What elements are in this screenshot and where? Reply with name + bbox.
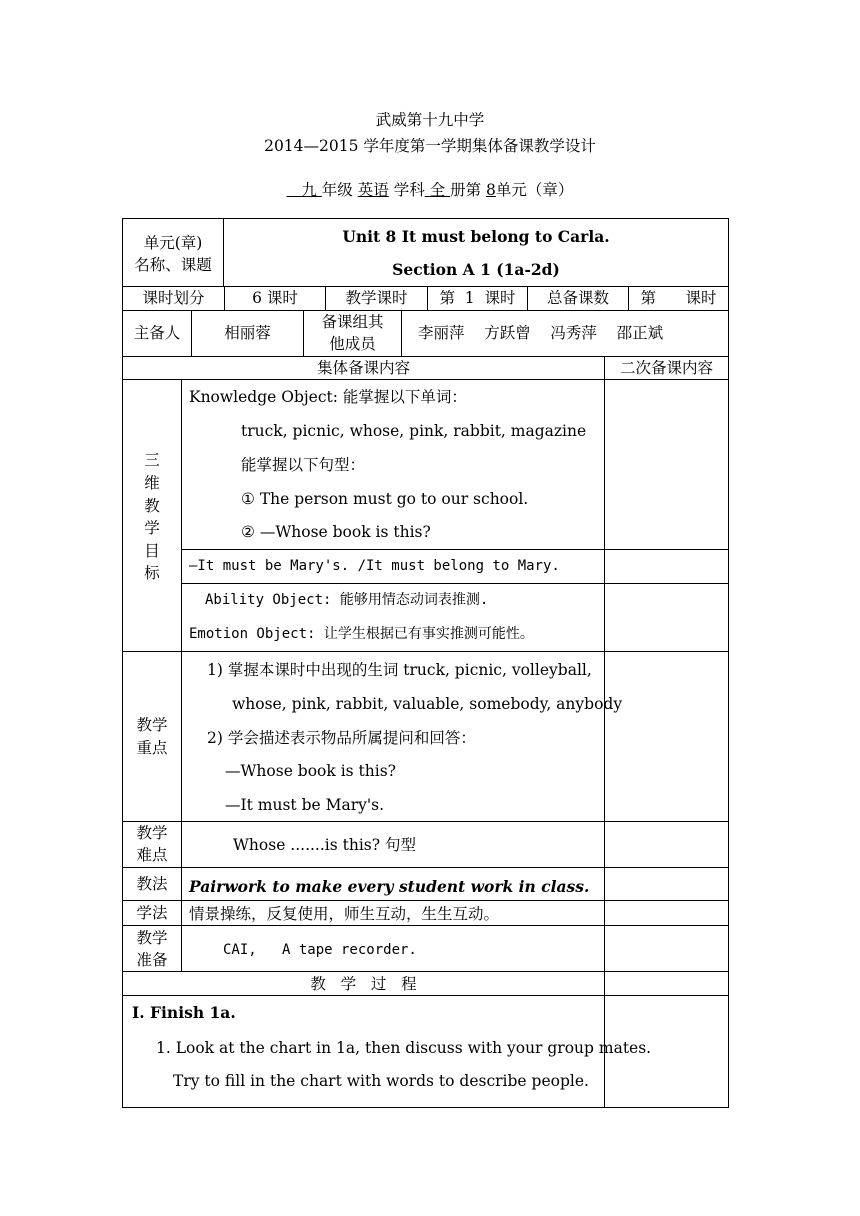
study-method-text: 情景操练，反复使用，师生互动，生生互动。 xyxy=(189,905,500,923)
teaching-method-label: 教法 xyxy=(136,875,168,893)
document-title: 2014—2015 学年度第一学期集体备课教学设计 xyxy=(264,137,596,155)
key-point-1-words: whose, pink, rabbit, valuable, somebody, anybody xyxy=(232,695,623,713)
unit-label-line1: 单元(章) xyxy=(143,234,203,252)
period-value: 6 课时 xyxy=(252,289,298,307)
section-title: Section A 1 (1a-2d) xyxy=(392,260,560,279)
subject-value: 英语 xyxy=(357,181,389,199)
goals-label-char: 教 xyxy=(144,497,160,515)
grade-suffix: 年级 xyxy=(321,181,353,199)
key-point-question: —Whose book is this? xyxy=(225,762,396,780)
sentence-pattern-2: ② —Whose book is this? xyxy=(241,523,431,541)
key-point-answer: —It must be Mary's. xyxy=(225,796,385,814)
total-label: 总备课数 xyxy=(546,289,609,307)
unit-number: 8 xyxy=(486,181,496,199)
total-value: 第 课时 xyxy=(640,289,717,307)
step-instruction-1: 1. Look at the chart in 1a, then discuss with your group mates. xyxy=(156,1039,652,1057)
teaching-period-label: 教学课时 xyxy=(345,289,408,307)
school-name: 武威第十九中学 xyxy=(375,111,485,129)
emotion-object: Emotion Object: 让学生根据已有事实推测可能性。 xyxy=(189,626,534,642)
teaching-process-header: 教 学 过 程 xyxy=(310,975,417,993)
goals-label-char: 维 xyxy=(144,474,160,492)
teaching-period-value: 第 1 课时 xyxy=(439,289,516,307)
key-point-1: 1) 掌握本课时中出现的生词 truck, picnic, volleyball, xyxy=(207,661,592,679)
secondary-content-header: 二次备课内容 xyxy=(619,359,713,377)
teaching-method-text: Pairwork to make every student work in class. xyxy=(189,877,590,896)
step-instruction-2: Try to fill in the chart with words to describe people. xyxy=(173,1072,589,1090)
subject-suffix: 学科 xyxy=(393,181,425,199)
sentence-patterns-intro: 能掌握以下句型： xyxy=(241,456,366,474)
sentence-pattern-answer: —It must be Mary's. /It must belong to Mary. xyxy=(189,558,560,574)
key-points-label-line1: 教学 xyxy=(136,716,168,734)
collective-content-header: 集体备课内容 xyxy=(316,359,410,377)
members-label-line1: 备课组其 xyxy=(321,313,384,331)
volume-value: 全 xyxy=(429,181,446,199)
unit-label-line2: 名称、课题 xyxy=(134,256,212,274)
members-list: 李丽萍 方跃曾 冯秀萍 邵正斌 xyxy=(418,324,664,342)
goals-label-char: 目 xyxy=(144,542,160,560)
lead-name: 相丽蓉 xyxy=(224,324,271,342)
difficulty-text: Whose .......is this? 句型 xyxy=(233,836,416,854)
unit-title: Unit 8 It must belong to Carla. xyxy=(342,227,610,246)
unit-suffix: 单元（章） xyxy=(495,181,574,199)
goals-label-char: 标 xyxy=(144,564,160,582)
step-title: Ⅰ. Finish 1a. xyxy=(132,1003,236,1022)
volume-suffix: 册第 xyxy=(450,181,482,199)
knowledge-object: Knowledge Object: 能掌握以下单词： xyxy=(189,388,467,406)
lead-label: 主备人 xyxy=(133,324,181,342)
key-point-2: 2) 学会描述表示物品所属提问和回答： xyxy=(207,729,476,747)
ability-object: Ability Object: 能够用情态动词表推测. xyxy=(205,592,489,608)
preparation-text: CAI, A tape recorder. xyxy=(223,942,417,958)
goals-label-char: 学 xyxy=(144,519,160,537)
preparation-label-line1: 教学 xyxy=(136,929,168,947)
vocabulary-list: truck, picnic, whose, pink, rabbit, magazine xyxy=(241,422,587,440)
key-points-label-line2: 重点 xyxy=(136,739,168,757)
period-label: 课时划分 xyxy=(142,289,205,307)
members-label-line2: 他成员 xyxy=(329,335,376,353)
difficulty-label-line2: 难点 xyxy=(136,846,168,864)
difficulty-label-line1: 教学 xyxy=(136,824,168,842)
grade-value: 九 xyxy=(301,181,317,199)
preparation-label-line2: 准备 xyxy=(136,951,168,969)
goals-label-char: 三 xyxy=(144,451,160,469)
sentence-pattern-1: ① The person must go to our school. xyxy=(241,490,529,508)
study-method-label: 学法 xyxy=(136,904,168,922)
